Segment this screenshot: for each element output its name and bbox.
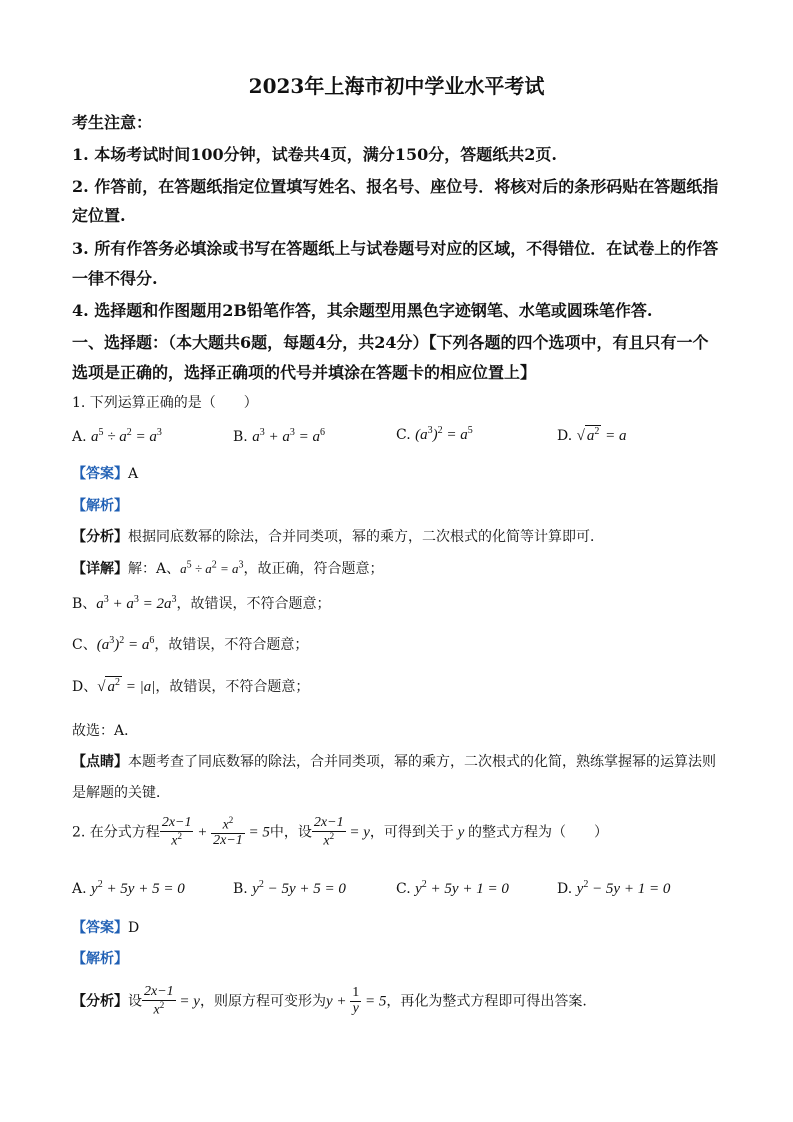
q1-xiangjie-line: 【详解】解：A、$a^5 \div a^2 = a^3$，故正确，符合题意； xyxy=(72,559,384,577)
section-heading-cont: 选项是正确的，选择正确项的代号并填涂在答题卡的相应位置上】 xyxy=(72,363,537,382)
q1-dianjing-cont: 是解题的关键． xyxy=(72,785,170,801)
q2-stem: 2. 在分式方程 $\frac{2x-1}{x^2}$ + $\frac{x^2}{2x-1}$ = 5中，设 $\frac{2x-1}{x^2}$ = y，可得到关于 y 的整式方程为（ ） xyxy=(72,815,609,849)
q1-answer-line xyxy=(72,463,138,483)
q1-line-c: C、$(a^3)^2 = a^6$，故错误，不符合题意； xyxy=(72,635,309,653)
q1-option-c: C. $(a^3)^2 = a^5$ xyxy=(396,425,473,443)
q2-answer-label: 【答案】 xyxy=(72,920,128,936)
q1-stem: 1. 下列运算正确的是（ ） xyxy=(72,395,258,411)
notice-item-4: 4. 选择题和作图题用2B铅笔作答，其余题型用黑色字迹钢笔、水笔或圆珠笔作答. xyxy=(72,301,653,320)
q1-answer: A xyxy=(128,466,139,482)
notice-item-2: 2. 作答前，在答题纸指定位置填写姓名、报名号、座位号．将核对后的条形码贴在答题纸指 xyxy=(72,177,719,196)
q1-line-d: D、√ $a^2 = |a|$，故错误，不符合题意； xyxy=(72,677,310,695)
notice-item-3-cont: 一律不得分. xyxy=(72,269,158,288)
q2-option-a: A. $y^2 + 5y + 5 = 0$ xyxy=(72,879,185,897)
notice-item-1: 1. 本场考试时间100分钟，试卷共4页，满分150分，答题纸共2页. xyxy=(72,145,557,164)
notice-item-2-cont: 定位置. xyxy=(72,206,126,225)
q2-option-d: D. $y^2 - 5y + 1 = 0$ xyxy=(557,879,671,897)
q1-fenxi-line: 【分析】根据同底数幂的除法，合并同类项，幂的乘方，二次根式的化简等计算即可． xyxy=(72,529,604,545)
q2-answer-line xyxy=(72,917,139,937)
section-heading: 一、选择题：（本大题共6题，每题4分，共24分）【下列各题的四个选项中，有且只有一个 xyxy=(72,333,709,352)
q1-option-a: A. $a^5 \div a^2 = a^3$ xyxy=(72,427,162,445)
q1-line-b: B、$a^3 + a^3 = 2a^3$，故错误，不符合题意； xyxy=(72,594,331,612)
q1-answer-label: 【答案】 xyxy=(72,466,128,482)
q2-option-b: B. $y^2 - 5y + 5 = 0$ xyxy=(233,879,346,897)
q1-option-c-formula: $(a^3)^2 = a^5$ xyxy=(415,425,473,443)
q2-option-c: C. $y^2 + 5y + 1 = 0$ xyxy=(396,879,509,897)
notice-item-3: 3. 所有作答务必填涂或书写在答题纸上与试卷题号对应的区域，不得错位．在试卷上的作答 xyxy=(72,239,719,258)
q1-option-d-formula: √ $a^2 = a$ xyxy=(576,426,627,444)
q1-option-d: D. √ $a^2 = a$ xyxy=(557,426,627,444)
q1-analysis-label: 【解析】 xyxy=(72,498,128,514)
q1-option-b-formula: $a^3 + a^3 = a^6$ xyxy=(252,427,325,445)
q2-fenxi-line: 【分析】设 $\frac{2x-1}{x^2}$ = y，则原方程可变形为y + $\frac{1}{y}$ = 5，再化为整式方程即可得出答案. xyxy=(72,984,587,1018)
q2-answer: D xyxy=(128,920,140,936)
notice-heading: 考生注意： xyxy=(72,113,153,132)
page-title: 2023年上海市初中学业水平考试 xyxy=(248,74,545,98)
q1-option-a-formula: $a^5 \div a^2 = a^3$ xyxy=(91,427,162,445)
q1-dianjing-line: 【点睛】本题考查了同底数幂的除法，合并同类项，幂的乘方，二次根式的化简，熟练掌握幂的运算法则 xyxy=(72,754,716,770)
q1-option-b: B. $a^3 + a^3 = a^6$ xyxy=(233,427,325,445)
q2-analysis-label: 【解析】 xyxy=(72,951,128,967)
q1-choose: 故选：A． xyxy=(72,723,139,739)
